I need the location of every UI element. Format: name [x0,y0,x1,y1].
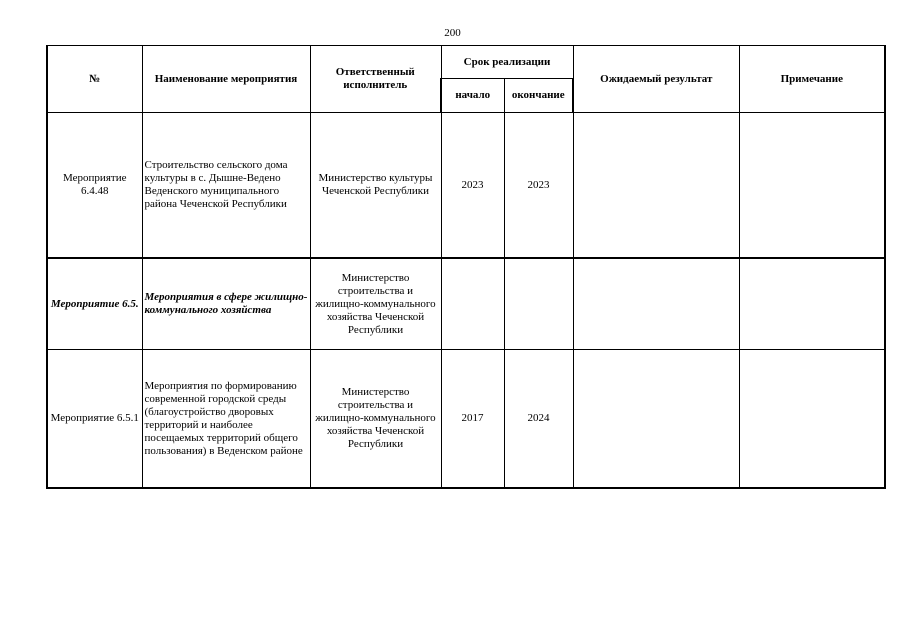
table-row [47,113,885,259]
header-result: Ожидаемый результат [573,46,739,113]
row-start [441,258,504,350]
row-name: Мероприятия по формированию современной городской среды (благоустройство дворовых территорий и наиболее посещаемых территорий общего пользования) в Веденском районе [142,350,310,489]
row-number: Мероприятие 6.5.1 [47,350,142,489]
header-executor: Ответственный исполнитель [310,46,441,113]
row-note [739,113,885,259]
header-number: № [47,46,142,113]
row-executor: Министерство культуры Чеченской Республики [310,113,441,259]
row-number: Мероприятие 6.5. [47,258,142,350]
row-result [573,258,739,350]
header-start: начало [441,79,504,113]
header-end: окончание [504,79,573,113]
row-executor: Министерство строительства и жилищно-коммунального хозяйства Чеченской Республики [310,258,441,350]
row-note [739,350,885,489]
row-start: 2017 [441,350,504,489]
page-number: 200 [444,27,461,39]
table-row [47,258,885,350]
measures-table [46,45,886,489]
row-result [573,113,739,259]
table-row [47,350,885,489]
row-start: 2023 [441,113,504,259]
row-end: 2024 [504,350,573,489]
row-result [573,350,739,489]
row-end [504,258,573,350]
row-executor: Министерство строительства и жилищно-коммунального хозяйства Чеченской Республики [310,350,441,489]
row-number: Мероприятие 6.4.48 [47,113,142,259]
row-name: Строительство сельского дома культуры в с. Дышне-Ведено Веденского муниципального района Чеченской Республики [142,113,310,259]
row-name: Мероприятия в сфере жилищно-коммунального хозяйства [142,258,310,350]
row-end: 2023 [504,113,573,259]
header-note: Примечание [739,46,885,113]
row-note [739,258,885,350]
header-period: Срок реализации [441,46,573,79]
header-name: Наименование мероприятия [142,46,310,113]
